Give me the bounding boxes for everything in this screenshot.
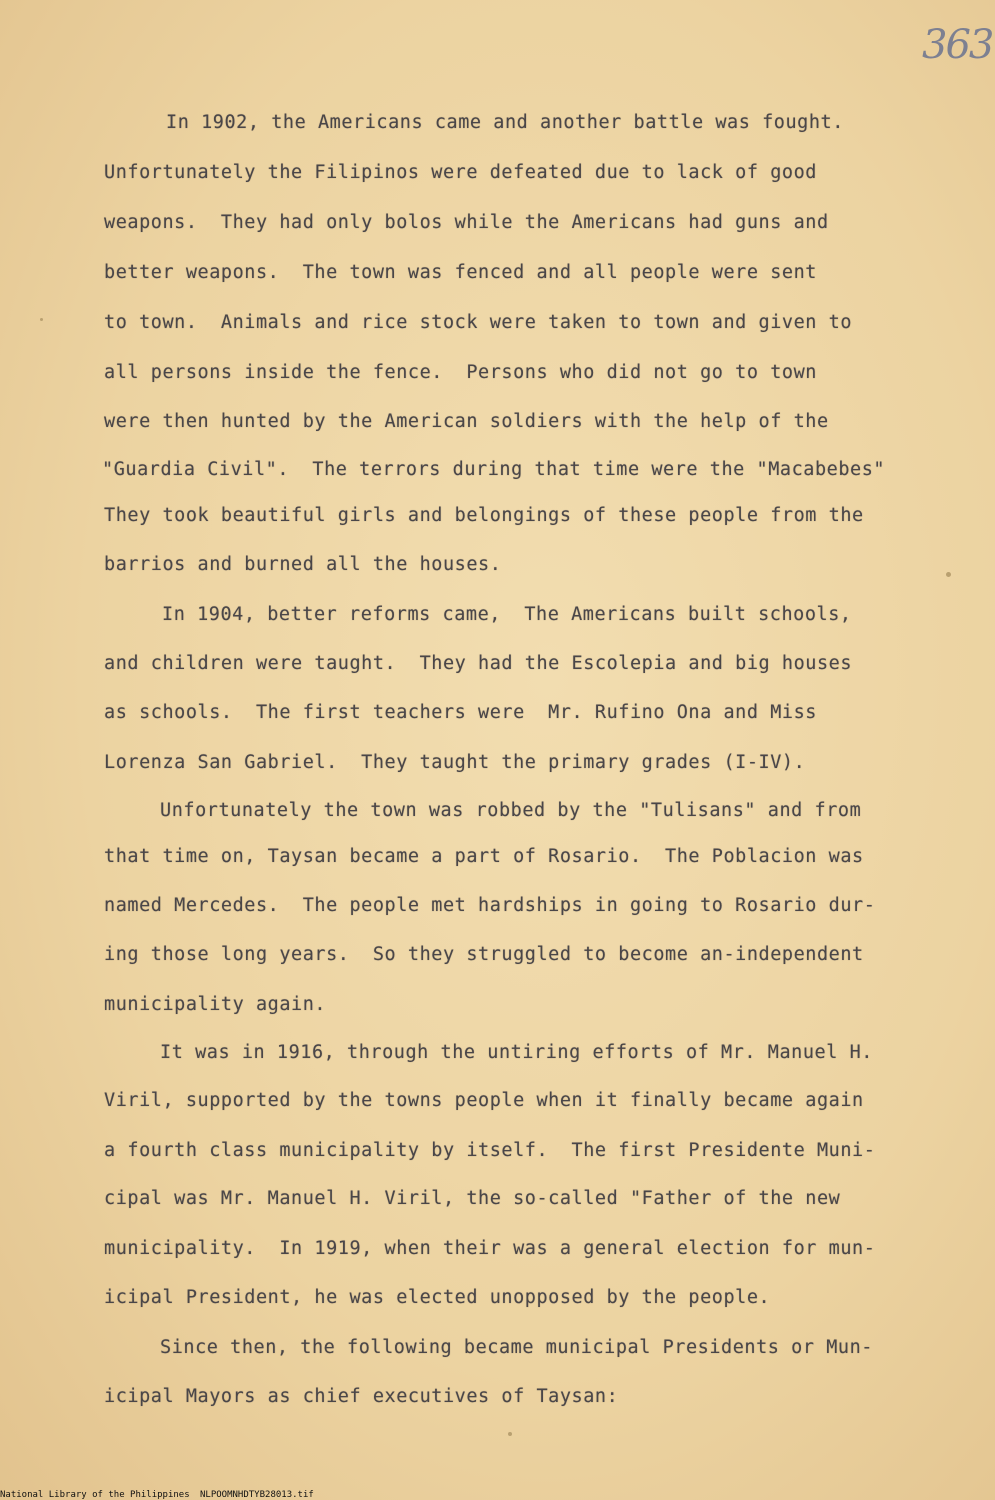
footer-filename: NLPOOMNHDTYB28013.tif [200,1490,314,1500]
text-line: cipal was Mr. Manuel H. Viril, the so-called "Father of the new [104,1188,841,1209]
text-line: that time on, Taysan became a part of Rosario. The Poblacion was [104,846,864,867]
text-line: better weapons. The town was fenced and all people were sent [104,262,817,283]
text-line: Viril, supported by the towns people when it finally became again [104,1090,864,1111]
text-line: Unfortunately the Filipinos were defeated due to lack of good [104,162,817,183]
text-line: weapons. They had only bolos while the Americans had guns and [104,212,829,233]
text-line: a fourth class municipality by itself. The first Presidente Muni- [104,1140,876,1161]
text-line: were then hunted by the American soldiers with the help of the [104,411,829,432]
text-line: In 1904, better reforms came, The Americans built schools, [162,604,852,625]
paper-spot [508,1432,512,1436]
text-line: They took beautiful girls and belongings of these people from the [104,505,864,526]
text-line: barrios and burned all the houses. [104,554,502,575]
text-line: icipal Mayors as chief executives of Taysan: [104,1386,619,1407]
text-line: Lorenza San Gabriel. They taught the primary grades (I-IV). [104,752,806,773]
text-line: to town. Animals and rice stock were taken to town and given to [104,312,853,333]
text-line: Since then, the following became municipal Presidents or Mun- [160,1337,873,1358]
text-line: municipality. In 1919, when their was a general election for mun- [104,1238,876,1259]
text-line: It was in 1916, through the untiring efforts of Mr. Manuel H. [160,1042,873,1063]
text-line: ing those long years. So they struggled to become an-independent [104,944,864,965]
footer-archive: National Library of the Philippines [0,1490,190,1500]
text-line: all persons inside the fence. Persons who did not go to town [104,362,817,383]
text-line: and children were taught. They had the Escolepia and big houses [104,653,853,674]
text-line: named Mercedes. The people met hardships in going to Rosario dur- [104,895,876,916]
page-number: 363 [922,22,993,68]
text-line: icipal President, he was elected unopposed by the people. [104,1287,771,1308]
paper-spot [40,318,43,321]
text-line: as schools. The first teachers were Mr. Rufino Ona and Miss [104,702,817,723]
text-line: municipality again. [104,994,327,1015]
text-line: Unfortunately the town was robbed by the "Tulisans" and from [160,800,862,821]
text-line: "Guardia Civil". The terrors during that time were the "Macabebes" [102,459,886,480]
text-line: In 1902, the Americans came and another battle was fought. [166,112,844,133]
paper-spot [946,572,951,577]
